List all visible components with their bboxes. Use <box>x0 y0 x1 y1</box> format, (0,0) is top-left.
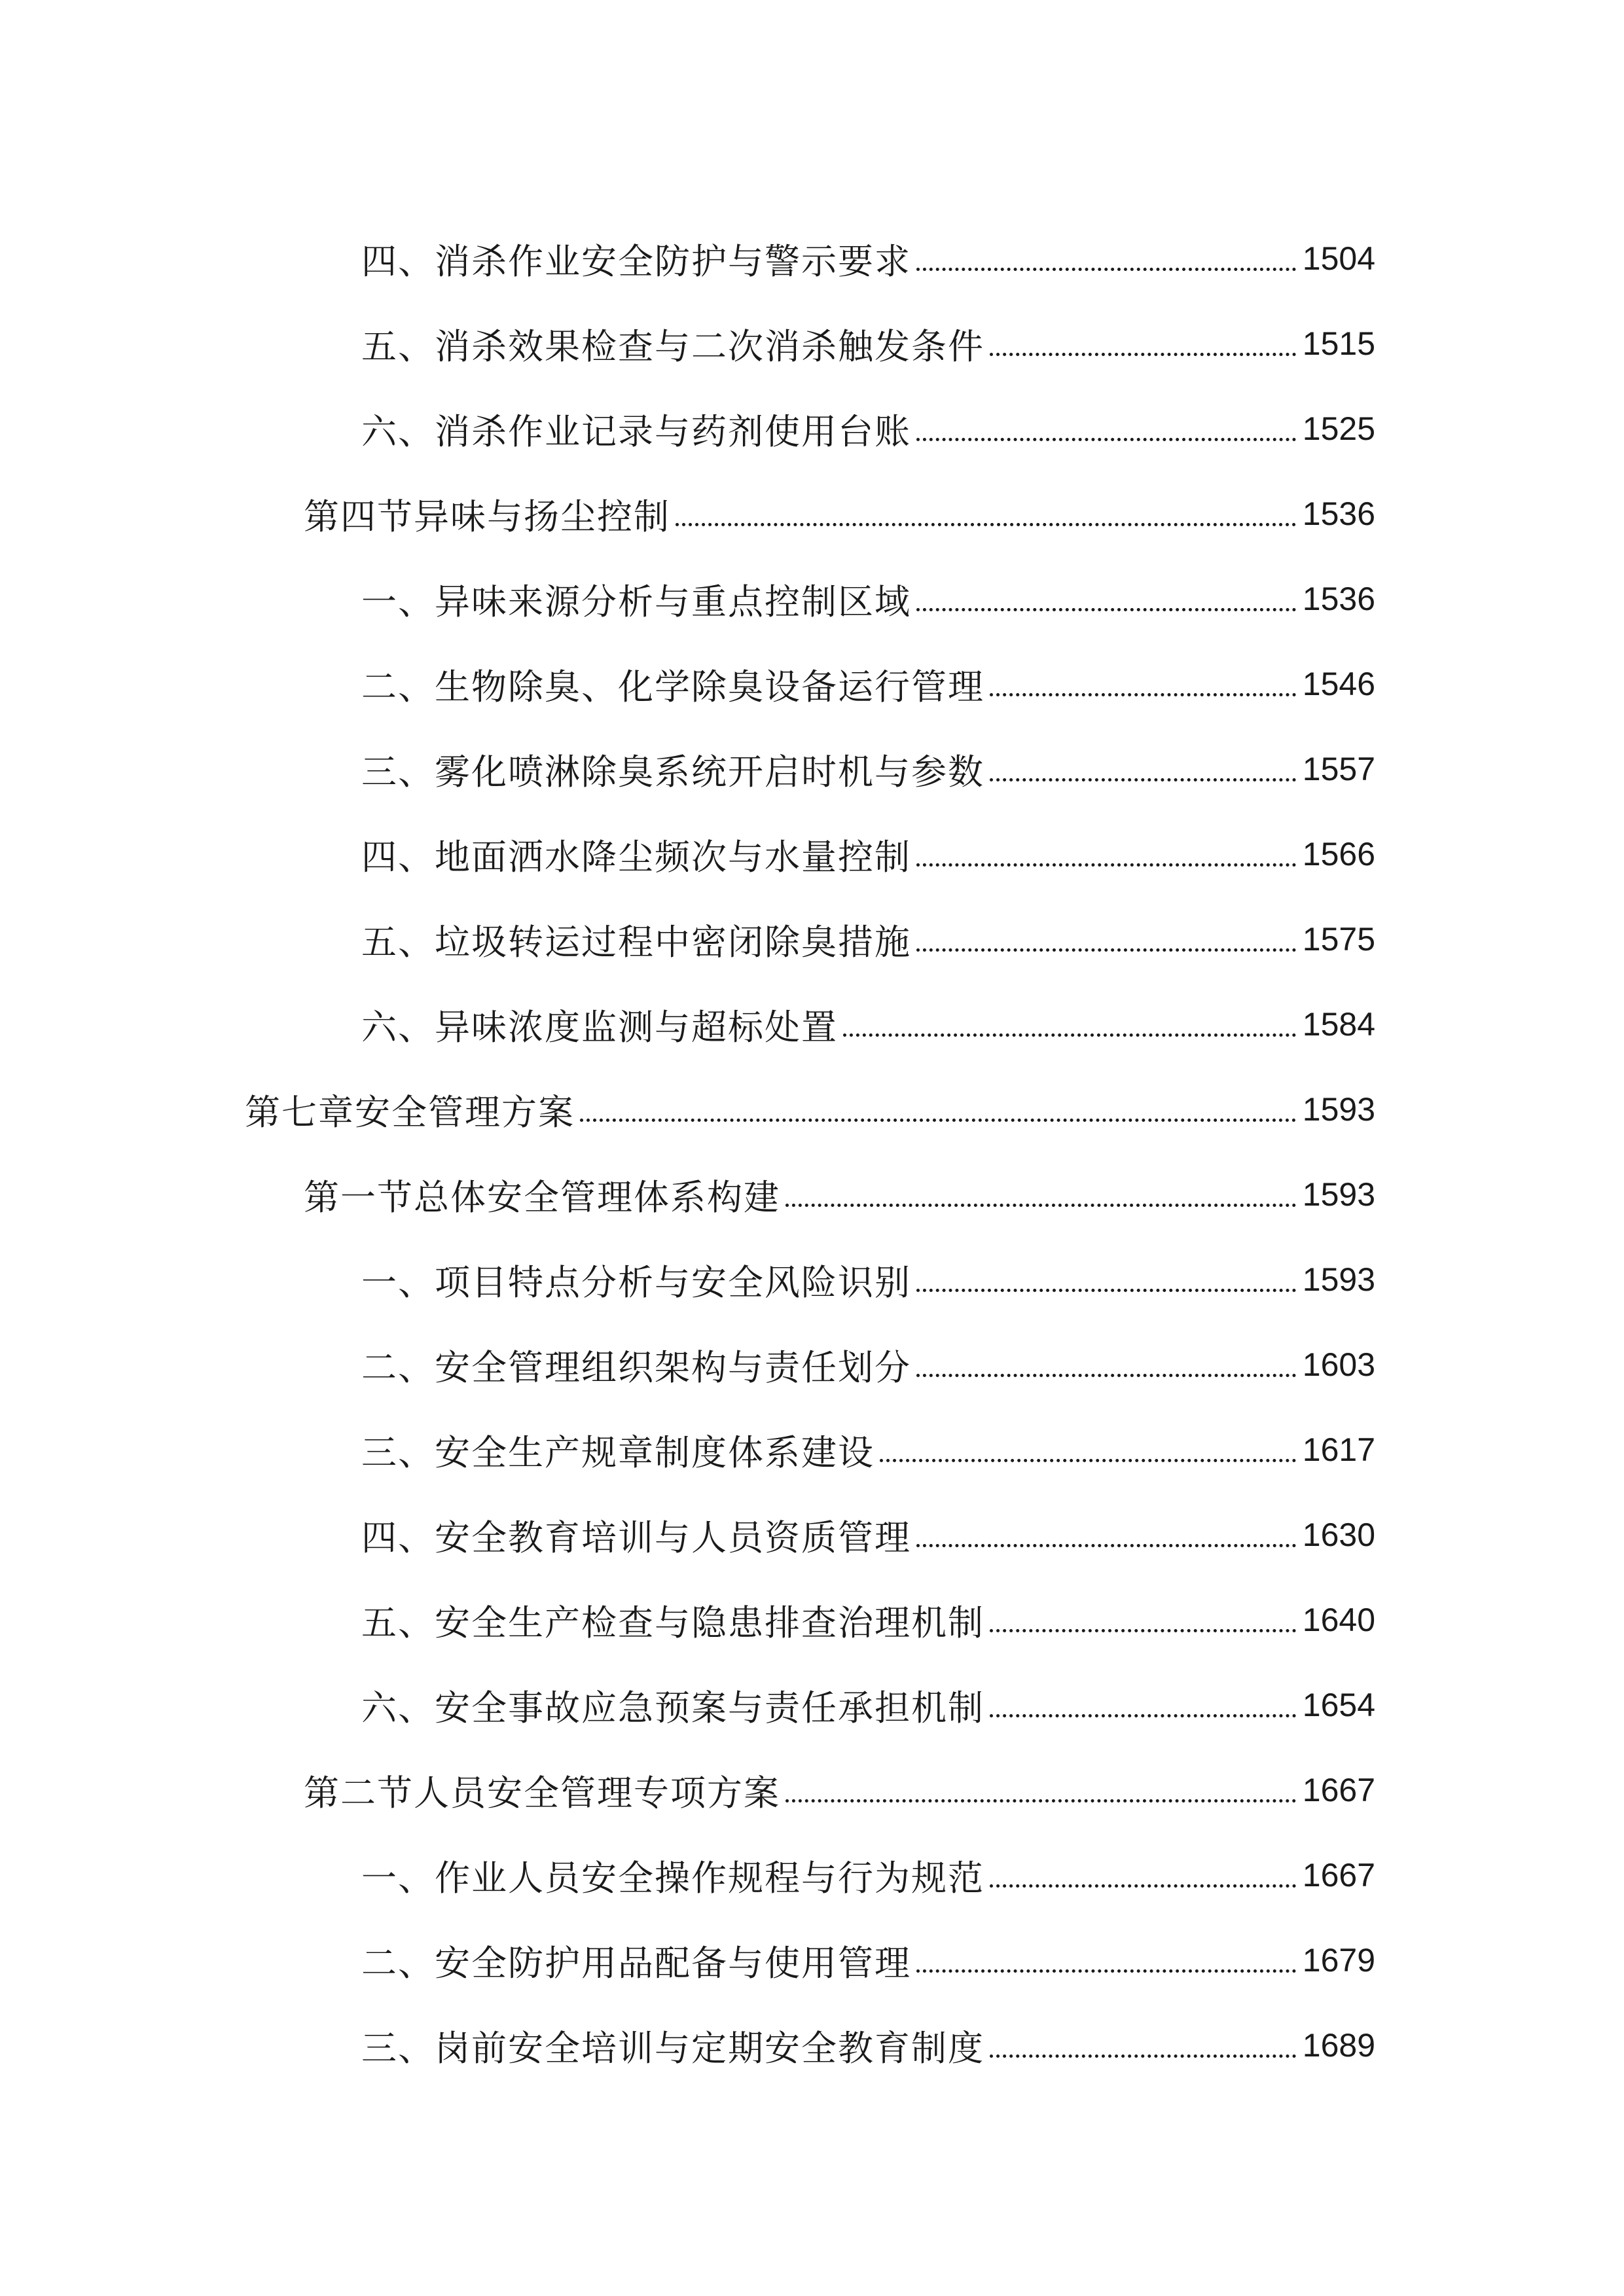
toc-page-number: 1630 <box>1302 1516 1375 1553</box>
toc-entry[interactable] <box>0 897 1624 982</box>
toc-entry-title: 二、安全管理组织架构与责任划分 <box>361 1346 911 1388</box>
toc-page-number: 1584 <box>1302 1006 1375 1043</box>
toc-entry-title: 二、安全防护用品配备与使用管理 <box>361 1942 911 1984</box>
toc-page-number: 1546 <box>1302 666 1375 702</box>
toc-dot-leader <box>916 411 1296 446</box>
toc-page-number: 1536 <box>1302 581 1375 617</box>
toc-page-number: 1640 <box>1302 1602 1375 1638</box>
toc-dot-leader <box>990 751 1296 787</box>
toc-dot-leader <box>785 1177 1296 1212</box>
toc-page-number: 1566 <box>1302 836 1375 872</box>
toc-dot-leader <box>916 1517 1296 1552</box>
toc-entry-title: 三、安全生产规章制度体系建设 <box>361 1431 875 1473</box>
toc-entry-title: 一、异味来源分析与重点控制区域 <box>361 581 911 622</box>
toc-entry-title: 三、雾化喷淋除臭系统开启时机与参数 <box>361 751 984 793</box>
toc-entry[interactable] <box>0 1067 1624 1152</box>
toc-dot-leader <box>990 2028 1296 2063</box>
toc-entry-title: 六、异味浓度监测与超标处置 <box>361 1006 838 1048</box>
toc-dot-leader <box>990 1602 1296 1638</box>
toc-entry[interactable] <box>0 556 1624 641</box>
toc-page-number: 1679 <box>1302 1942 1375 1979</box>
toc-page-number: 1593 <box>1302 1261 1375 1298</box>
toc-entry-title: 第一节总体安全管理体系构建 <box>304 1176 780 1218</box>
toc-dot-leader <box>676 496 1296 531</box>
toc-entry-title: 六、消杀作业记录与药剂使用台账 <box>361 410 911 452</box>
toc-entry[interactable] <box>0 1407 1624 1492</box>
toc-entry[interactable] <box>0 726 1624 812</box>
toc-entry[interactable] <box>0 1662 1624 1748</box>
toc-entry-title: 五、消杀效果检查与二次消杀触发条件 <box>361 325 984 367</box>
toc-entry-title: 六、安全事故应急预案与责任承担机制 <box>361 1687 984 1729</box>
table-of-contents <box>0 216 1624 2088</box>
toc-entry-title: 三、岗前安全培训与定期安全教育制度 <box>361 2027 984 2069</box>
toc-page-number: 1525 <box>1302 410 1375 447</box>
toc-page-number: 1575 <box>1302 921 1375 958</box>
toc-entry[interactable] <box>0 2003 1624 2088</box>
toc-dot-leader <box>580 1092 1296 1127</box>
toc-dot-leader <box>916 1262 1296 1297</box>
toc-dot-leader <box>916 1943 1296 1978</box>
toc-entry[interactable] <box>0 216 1624 301</box>
toc-entry[interactable] <box>0 471 1624 556</box>
toc-entry[interactable] <box>0 1237 1624 1322</box>
toc-dot-leader <box>990 666 1296 702</box>
toc-entry[interactable] <box>0 301 1624 386</box>
toc-dot-leader <box>916 241 1296 276</box>
toc-dot-leader <box>990 1857 1296 1893</box>
toc-entry[interactable] <box>0 1918 1624 2003</box>
toc-entry[interactable] <box>0 812 1624 897</box>
toc-entry[interactable] <box>0 1152 1624 1237</box>
toc-entry[interactable] <box>0 1322 1624 1407</box>
toc-entry-title: 第四节异味与扬尘控制 <box>304 495 670 537</box>
toc-entry-title: 一、作业人员安全操作规程与行为规范 <box>361 1857 984 1899</box>
toc-entry[interactable] <box>0 386 1624 471</box>
toc-dot-leader <box>880 1432 1296 1467</box>
toc-dot-leader <box>916 922 1296 957</box>
toc-entry-title: 第七章安全管理方案 <box>245 1091 575 1133</box>
toc-page-number: 1536 <box>1302 495 1375 532</box>
toc-page-number: 1557 <box>1302 751 1375 787</box>
toc-entry[interactable] <box>0 1833 1624 1918</box>
toc-entry[interactable] <box>0 982 1624 1067</box>
toc-page-number: 1667 <box>1302 1772 1375 1808</box>
toc-entry-title: 五、垃圾转运过程中密闭除臭措施 <box>361 921 911 963</box>
toc-entry[interactable] <box>0 1577 1624 1662</box>
toc-page-number: 1593 <box>1302 1176 1375 1213</box>
toc-dot-leader <box>916 1347 1296 1382</box>
toc-dot-leader <box>990 1687 1296 1723</box>
toc-page-number: 1667 <box>1302 1857 1375 1893</box>
toc-entry[interactable] <box>0 1748 1624 1833</box>
toc-dot-leader <box>916 836 1296 872</box>
toc-entry[interactable] <box>0 1492 1624 1577</box>
toc-page-number: 1593 <box>1302 1091 1375 1128</box>
toc-dot-leader <box>990 326 1296 361</box>
toc-page-number: 1654 <box>1302 1687 1375 1723</box>
toc-page-number: 1617 <box>1302 1431 1375 1468</box>
toc-entry[interactable] <box>0 641 1624 726</box>
toc-entry-title: 第二节人员安全管理专项方案 <box>304 1772 780 1814</box>
toc-entry-title: 一、项目特点分析与安全风险识别 <box>361 1261 911 1303</box>
toc-page-number: 1689 <box>1302 2027 1375 2064</box>
toc-entry-title: 二、生物除臭、化学除臭设备运行管理 <box>361 666 984 708</box>
toc-entry-title: 四、消杀作业安全防护与警示要求 <box>361 240 911 282</box>
toc-dot-leader <box>785 1772 1296 1808</box>
toc-entry-title: 五、安全生产检查与隐患排查治理机制 <box>361 1602 984 1643</box>
toc-dot-leader <box>916 581 1296 617</box>
toc-page-number: 1504 <box>1302 240 1375 277</box>
toc-entry-title: 四、安全教育培训与人员资质管理 <box>361 1516 911 1558</box>
toc-entry-title: 四、地面洒水降尘频次与水量控制 <box>361 836 911 878</box>
toc-page-number: 1515 <box>1302 325 1375 362</box>
toc-page-number: 1603 <box>1302 1346 1375 1383</box>
toc-dot-leader <box>843 1007 1296 1042</box>
